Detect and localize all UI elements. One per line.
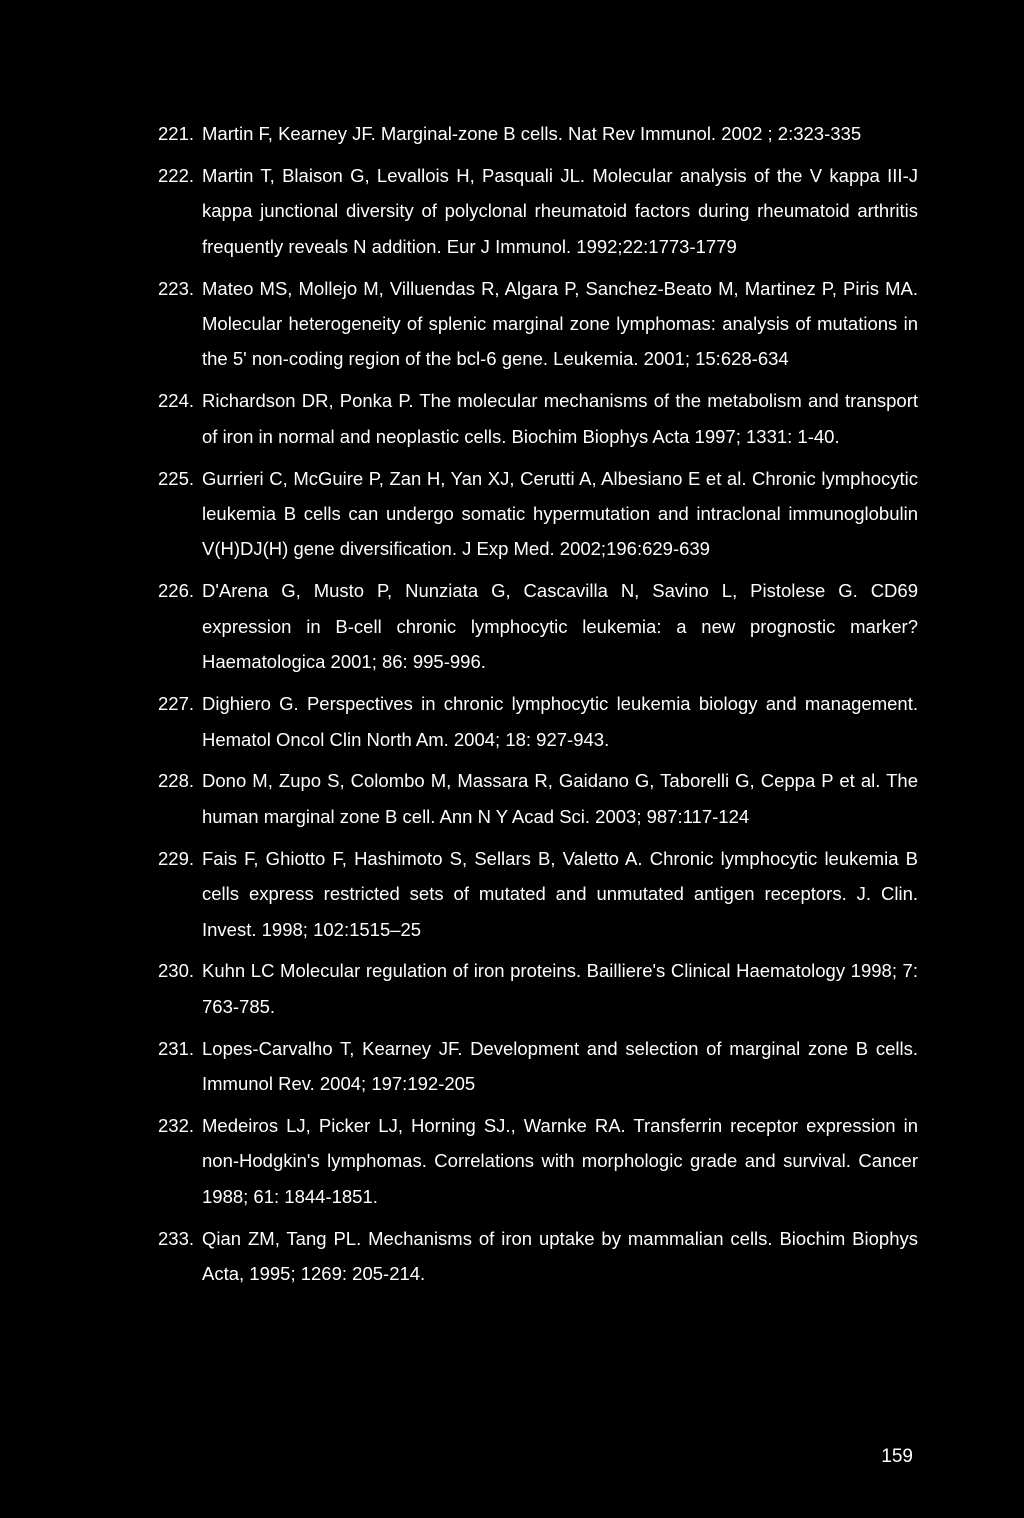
- reference-number: 224.: [158, 390, 195, 412]
- reference-number: 229.: [158, 847, 195, 869]
- reference-text: D'Arena G, Musto P, Nunziata G, Cascavilla N, Savino L, Pistolese G. CD69 expression in B-cell chronic lymphocytic leukemia: a new prognostic marker? Haematologica 2001; 86: 995-996.: [202, 580, 918, 673]
- reference-text: Lopes-Carvalho T, Kearney JF. Development and selection of marginal zone B cells. Immunol Rev. 2004; 197:192-205: [202, 1037, 918, 1095]
- reference-item: [158, 158, 918, 264]
- reference-item: [158, 841, 918, 947]
- reference-list: [158, 116, 918, 1298]
- reference-text: Dono M, Zupo S, Colombo M, Massara R, Gaidano G, Taborelli G, Ceppa P et al. The human marginal zone B cell. Ann N Y Acad Sci. 2003; 987:117-124: [202, 770, 918, 827]
- reference-number: 226.: [158, 580, 195, 602]
- reference-text: Kuhn LC Molecular regulation of iron proteins. Bailliere's Clinical Haematology 1998; 7: 763-785.: [202, 960, 918, 1017]
- reference-text: Qian ZM, Tang PL. Mechanisms of iron uptake by mammalian cells. Biochim Biophys Acta, 1995; 1269: 205-214.: [202, 1227, 918, 1285]
- reference-item: [158, 1108, 918, 1214]
- reference-item: [158, 573, 918, 679]
- reference-text: Mateo MS, Mollejo M, Villuendas R, Algara P, Sanchez-Beato M, Martinez P, Piris MA. Molecular heterogeneity of splenic marginal zone lymphomas: analysis of mutations in the 5' non-coding region of the bcl-6 gene. Leukemia. 2001; 15:628-634: [202, 277, 918, 370]
- reference-item: [158, 1031, 918, 1102]
- reference-item: [158, 271, 918, 377]
- reference-number: 230.: [158, 960, 195, 982]
- reference-item: [158, 686, 918, 757]
- reference-text: Medeiros LJ, Picker LJ, Horning SJ., Warnke RA. Transferrin receptor expression in non-Hodgkin's lymphomas. Correlations with morphologic grade and survival. Cancer 1988; 61: 1844-1851.: [202, 1115, 918, 1207]
- page-number: 159: [881, 1446, 913, 1467]
- reference-number: 222.: [158, 164, 195, 186]
- reference-number: 232.: [158, 1115, 195, 1137]
- reference-text: Dighiero G. Perspectives in chronic lymphocytic leukemia biology and management. Hematol Oncol Clin North Am. 2004; 18: 927-943.: [202, 693, 918, 750]
- reference-number: 223.: [158, 277, 195, 299]
- reference-text: Richardson DR, Ponka P. The molecular mechanisms of the metabolism and transport of iron in normal and neoplastic cells. Biochim Biophys Acta 1997; 1331: 1-40.: [202, 390, 918, 447]
- reference-number: 221.: [158, 123, 195, 144]
- reference-number: 225.: [158, 467, 195, 489]
- reference-number: 228.: [158, 770, 195, 792]
- reference-text: Gurrieri C, McGuire P, Zan H, Yan XJ, Cerutti A, Albesiano E et al. Chronic lymphocytic leukemia B cells can undergo somatic hypermutation and intraclonal immunoglobulin V(H)DJ(H) gene diversification. J Exp Med. 2002;196:629-639: [202, 467, 918, 560]
- reference-item: [158, 763, 918, 834]
- reference-item: [158, 1221, 918, 1292]
- reference-number: 231.: [158, 1037, 195, 1059]
- reference-text: Martin T, Blaison G, Levallois H, Pasquali JL. Molecular analysis of the V kappa III-J kappa junctional diversity of polyclonal rheumatoid factors during rheumatoid arthritis frequently reveals N addition. Eur J Immunol. 1992;22:1773-1779: [202, 164, 918, 257]
- reference-item: [158, 383, 918, 454]
- reference-item: [158, 461, 918, 567]
- reference-item: [158, 953, 918, 1024]
- reference-item: [158, 116, 918, 151]
- reference-text: Martin F, Kearney JF. Marginal-zone B cells. Nat Rev Immunol. 2002 ; 2:323-335: [202, 123, 862, 144]
- reference-number: 233.: [158, 1227, 195, 1249]
- reference-number: 227.: [158, 693, 195, 715]
- reference-text: Fais F, Ghiotto F, Hashimoto S, Sellars B, Valetto A. Chronic lymphocytic leukemia B cells express restricted sets of mutated and unmutated antigen receptors. J. Clin. Invest. 1998; 102:1515–25: [202, 847, 918, 940]
